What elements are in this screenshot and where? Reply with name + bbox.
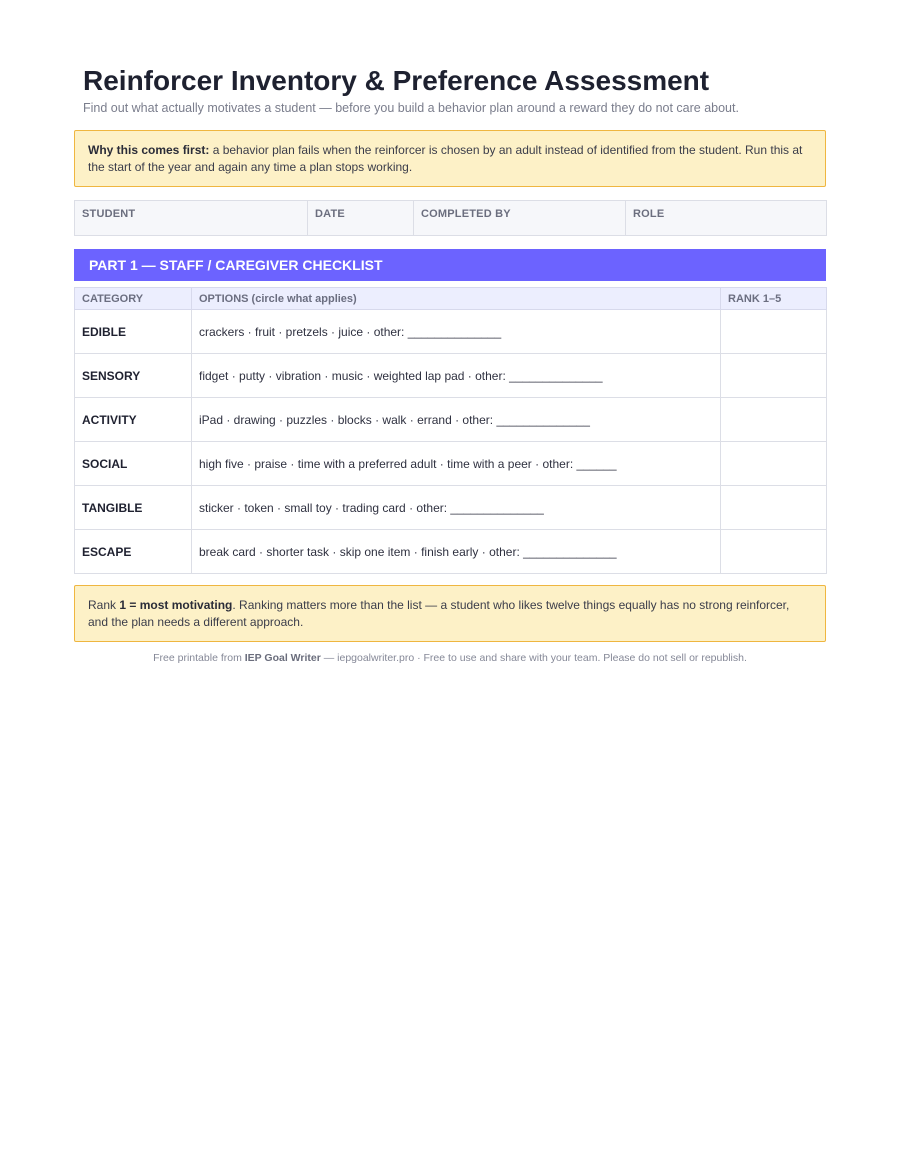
options-cell[interactable]: break card · shorter task · skip one item · finish early · other: ______________ bbox=[192, 530, 721, 574]
completed-by-field[interactable] bbox=[414, 201, 626, 236]
table-row bbox=[75, 530, 827, 574]
table-row bbox=[75, 398, 827, 442]
options-cell[interactable]: sticker · token · small toy · trading card · other: ______________ bbox=[192, 486, 721, 530]
date-label: DATE bbox=[315, 208, 345, 220]
category-column-header: CATEGORY bbox=[75, 288, 192, 310]
footer-post: — iepgoalwriter.pro · Free to use and share with your team. Please do not sell or republish. bbox=[320, 652, 747, 664]
role-field[interactable] bbox=[626, 201, 827, 236]
category-cell: ESCAPE bbox=[75, 530, 192, 574]
page-title: Reinforcer Inventory & Preference Assessment bbox=[83, 65, 710, 96]
rank-cell[interactable] bbox=[721, 530, 827, 574]
options-cell[interactable]: iPad · drawing · puzzles · blocks · walk · errand · other: ______________ bbox=[192, 398, 721, 442]
rank-cell[interactable] bbox=[721, 486, 827, 530]
options-cell[interactable]: fidget · putty · vibration · music · weighted lap pad · other: ______________ bbox=[192, 354, 721, 398]
student-field[interactable] bbox=[75, 201, 308, 236]
checklist-header-row bbox=[75, 288, 827, 310]
table-row bbox=[75, 442, 827, 486]
part1-section-header: PART 1 — STAFF / CAREGIVER CHECKLIST bbox=[74, 249, 826, 281]
student-label: STUDENT bbox=[82, 208, 136, 220]
footer-brand: IEP Goal Writer bbox=[244, 652, 321, 664]
worksheet-page bbox=[74, 64, 826, 664]
category-cell: ACTIVITY bbox=[75, 398, 192, 442]
rank-cell[interactable] bbox=[721, 354, 827, 398]
page-subtitle: Find out what actually motivates a student — before you build a behavior plan around a reward they do not care about. bbox=[83, 101, 739, 115]
why-callout-body: a behavior plan fails when the reinforcer is chosen by an adult instead of identified from the student. Run this at the start of the year and again any time a plan stops working. bbox=[88, 143, 803, 174]
footer-pre: Free printable from bbox=[153, 652, 245, 664]
why-callout bbox=[74, 130, 826, 187]
table-row bbox=[75, 310, 827, 354]
completed-by-label: COMPLETED BY bbox=[421, 208, 511, 220]
rank-cell[interactable] bbox=[721, 310, 827, 354]
rank-cell[interactable] bbox=[721, 398, 827, 442]
checklist-table bbox=[74, 287, 827, 574]
category-cell: TANGIBLE bbox=[75, 486, 192, 530]
why-callout-lead: Why this comes first: bbox=[88, 143, 210, 157]
category-cell: SENSORY bbox=[75, 354, 192, 398]
role-label: ROLE bbox=[633, 208, 665, 220]
rank-callout-pre: Rank bbox=[88, 598, 120, 612]
date-field[interactable] bbox=[308, 201, 414, 236]
options-cell[interactable]: crackers · fruit · pretzels · juice · other: ______________ bbox=[192, 310, 721, 354]
options-cell[interactable]: high five · praise · time with a preferred adult · time with a peer · other: ______ bbox=[192, 442, 721, 486]
table-row bbox=[75, 486, 827, 530]
rank-callout bbox=[74, 585, 826, 642]
rank-callout-bold: 1 = most motivating bbox=[119, 598, 233, 612]
category-cell: EDIBLE bbox=[75, 310, 192, 354]
category-cell: SOCIAL bbox=[75, 442, 192, 486]
student-info-table bbox=[74, 200, 827, 236]
footer bbox=[74, 652, 826, 664]
rank-column-header: RANK 1–5 bbox=[721, 288, 827, 310]
options-column-header: OPTIONS (circle what applies) bbox=[192, 288, 721, 310]
rank-callout-post: . Ranking matters more than the list — a student who likes twelve things equally has no strong reinforcer, and the plan needs a different approach. bbox=[88, 598, 790, 629]
rank-cell[interactable] bbox=[721, 442, 827, 486]
table-row bbox=[75, 354, 827, 398]
